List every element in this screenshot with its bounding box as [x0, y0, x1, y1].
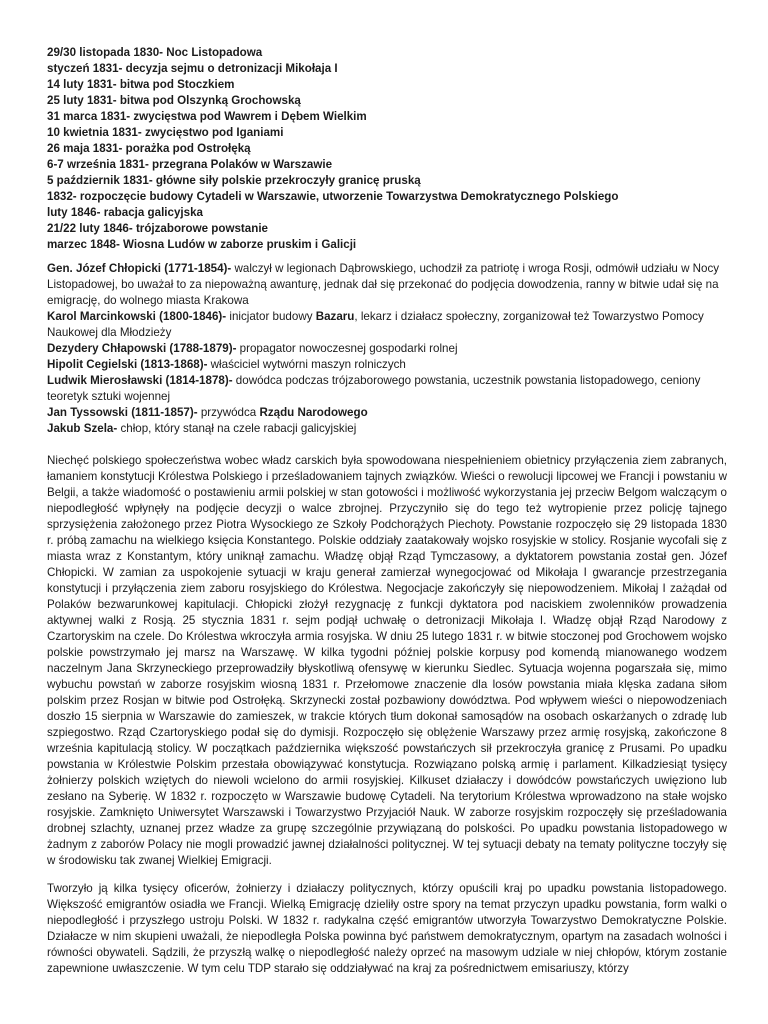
- person-description: chłop, który stanął na czele rabacji galicyjskiej: [117, 422, 357, 435]
- person-name: Ludwik Mierosławski (1814-1878)-: [47, 374, 233, 387]
- person-description: przywódca Rządu Narodowego: [197, 406, 368, 419]
- highlighted-term: Rządu Narodowego: [259, 406, 368, 419]
- person-entry: [47, 341, 727, 357]
- timeline-item: 5 październik 1831- główne siły polskie przekroczyły granicę pruską: [47, 174, 421, 187]
- timeline-item: 6-7 września 1831- przegrana Polaków w Warszawie: [47, 158, 333, 171]
- person-name: Dezydery Chłapowski (1788-1879)-: [47, 342, 237, 355]
- person-entry: [47, 357, 727, 373]
- timeline-item: 26 maja 1831- porażka pod Ostrołęką: [47, 142, 251, 155]
- timeline-list: [47, 45, 727, 253]
- person-entry: [47, 421, 727, 437]
- person-entry: [47, 405, 727, 421]
- document-page: [47, 45, 727, 989]
- timeline-item: styczeń 1831- decyzja sejmu o detronizacji Mikołaja I: [47, 62, 338, 75]
- body-paragraph: Niechęć polskiego społeczeństwa wobec władz carskich była spowodowana niespełnieniem obietnicy przyłączenia ziem zabranych, łamaniem konstytucji Królestwa Polskiego i prześladowaniem tajnych związków. Wieści o rewolucji lipcowej we Francji i powstaniu w Belgii, a także wiadomość o postawieniu armii polskiej w stan gotowości i możliwość wykorzystania jej przeciw Belgom walczącym o niepodległość wpłynęły na podjęcie decyzji o walce zbrojnej. Przyczyniło się do tego też wytropienie przez policję tajnego sprzysiężenia założonego przez Piotra Wysockiego ze Szkoły Podchorążych Piechoty. Powstanie rozpoczęło się 29 listopada 1830 r. próbą zamachu na wielkiego księcia Konstantego. Polskie oddziały zaatakowały wojsko rosyjskie w stolicy. Rosjanie wycofali się z miasta wraz z Konstantym, który uniknął zamachu. Władzę objął Rząd Tymczasowy, a dyktatorem powstania został gen. Józef Chłopicki. W zamian za uspokojenie sytuacji w kraju generał zamierzał wynegocjować od Mikołaja I gwarancje przestrzegania konstytucji i przyłączenia ziem zaboru rosyjskiego do Królestwa. Negocjacje zakończyły się niepowodzeniem. Mikołaj I zażądał od Polaków bezwarunkowej kapitulacji. Chłopicki złożył rezygnację z funkcji dyktatora pod naciskiem zwolenników prowadzenia aktywnej walki z Rosją. 25 stycznia 1831 r. sejm podjął uchwałę o detronizacji Mikołaja I. Władzę objął Rząd Narodowy z Czartoryskim na czele. Do Królestwa wkroczyła armia rosyjska. W dniu 25 lutego 1831 r. w bitwie stoczonej pod Grochowem wojsko polskie powstrzymało jej marsz na Warszawę. W kilka tygodni później polskie korpusy pod komendą mianowanego wodzem naczelnym Jana Skrzyneckiego przeprowadziły błyskotliwą ofensywę w kierunku Siedlec. Sytuacja wojenna pogarszała się, mimo wybuchu powstań w zaborze rosyjskim wiosną 1831 r. Przełomowe znaczenie dla losów powstania miała klęska zadana siłom polskim przez Rosjan w bitwie pod Ostrołęką. Skrzynecki został pozbawiony dowództwa. Pod wpływem wieści o niepowodzeniach doszło 15 sierpnia w Warszawie do zamieszek, w trakcie których tłum dokonał samosądów na osobach oskarżanych o zdradę lub szpiegostwo. Rząd Czartoryskiego podał się do dymisji. Rozpoczęło się oblężenie Warszawy przez armię rosyjską, zakończone 8 września kapitulacją stolicy. W początkach października większość powstańczych sił przekroczyła granicę z Prusami. Po upadku powstania w Królestwie Polskim przestała obowiązywać konstytucja. Rozwiązano polską armię i parlament. Kilkadziesiąt tysięcy żołnierzy polskich wziętych do niewoli wcielono do armii rosyjskiej. Kilkuset działaczy i dowódców powstańczych uwięziono lub zesłano na Syberię. W 1832 r. rozpoczęto w Warszawie budowę Cytadeli. Na terytorium Królestwa wprowadzono na stałe wojsko rosyjskie. Zamknięto Uniwersytet Warszawski i Towarzystwo Przyjaciół Nauk. W zaborze rosyjskim rozpoczęły się prześladowania drobnej szlachty, uznanej przez władze za grupę szczególnie przywiązaną do polskości. Po upadku powstania listopadowego w żadnym z zaborów Polacy nie mogli prowadzić jawnej działalności politycznej. W tej sytuacji debaty na tematy polityczne toczyły się w środowisku tak zwanej Wielkiej Emigracji.: [47, 454, 727, 867]
- person-name: Karol Marcinkowski (1800-1846)-: [47, 310, 227, 323]
- person-name: Jakub Szela-: [47, 422, 118, 435]
- person-description: walczył w legionach Dąbrowskiego, uchodził za patriotę i wroga Rosji, odmówił udziału w Nocy Listopadowej, bo uważał to za niepoważną awanturę, jednak dał się przekonać do podjęcia dowodzenia, ranny w bitwie udał się na emigrację, do wolnego miasta Krakowa: [47, 262, 720, 307]
- timeline-item: marzec 1848- Wiosna Ludów w zaborze pruskim i Galicji: [47, 238, 357, 251]
- people-list: [47, 261, 727, 437]
- timeline-item: luty 1846- rabacja galicyjska: [47, 206, 203, 219]
- person-name: Gen. Józef Chłopicki (1771-1854)-: [47, 262, 232, 275]
- timeline-item: 1832- rozpoczęcie budowy Cytadeli w Warszawie, utworzenie Towarzystwa Demokratycznego Polskiego: [47, 190, 619, 203]
- highlighted-term: Bazaru: [315, 310, 355, 323]
- timeline-item: 29/30 listopada 1830- Noc Listopadowa: [47, 46, 263, 59]
- timeline-item: 10 kwietnia 1831- zwycięstwo pod Iganiami: [47, 126, 284, 139]
- person-name: Jan Tyssowski (1811-1857)-: [47, 406, 198, 419]
- person-entry: [47, 309, 727, 341]
- person-entry: [47, 373, 727, 405]
- body-paragraph: Tworzyło ją kilka tysięcy oficerów, żołnierzy i działaczy politycznych, którzy opuścili kraj po upadku powstania listopadowego. Większość emigrantów osiadła we Francji. Wielką Emigrację dzieliły ostre spory na temat przyczyn upadku powstania, form walki o niepodległość i przyszłego ustroju Polski. W 1832 r. radykalna część emigrantów utworzyła Towarzystwo Demokratyczne Polskie. Działacze w nim skupieni uważali, że niepodległa Polska powinna być państwem demokratycznym, opartym na zasadach wolności i równości obywateli. Sądzili, że przyszłą walkę o niepodległość należy oprzeć na masowym udziale w niej chłopów, którym zostanie zapewnione uwłaszczenie. W tym celu TDP starało się oddziaływać na kraj za pośrednictwem emisariuszy, którzy: [47, 882, 727, 975]
- person-description: propagator nowoczesnej gospodarki rolnej: [236, 342, 458, 355]
- timeline-item: 14 luty 1831- bitwa pod Stoczkiem: [47, 78, 235, 91]
- timeline-item: 31 marca 1831- zwycięstwa pod Wawrem i Dębem Wielkim: [47, 110, 367, 123]
- person-name: Hipolit Cegielski (1813-1868)-: [47, 358, 208, 371]
- person-description: właściciel wytwórni maszyn rolniczych: [207, 358, 406, 371]
- timeline-item: 21/22 luty 1846- trójzaborowe powstanie: [47, 222, 268, 235]
- person-description: dowódca podczas trójzaborowego powstania, uczestnik powstania listopadowego, ceniony teoretyk sztuki wojennej: [47, 374, 701, 403]
- person-description: inicjator budowy Bazaru, lekarz i działacz społeczny, zorganizował też Towarzystwo Pomocy Naukowej dla Młodzieży: [47, 310, 704, 339]
- timeline-item: 25 luty 1831- bitwa pod Olszynką Grochowską: [47, 94, 301, 107]
- person-entry: [47, 261, 727, 309]
